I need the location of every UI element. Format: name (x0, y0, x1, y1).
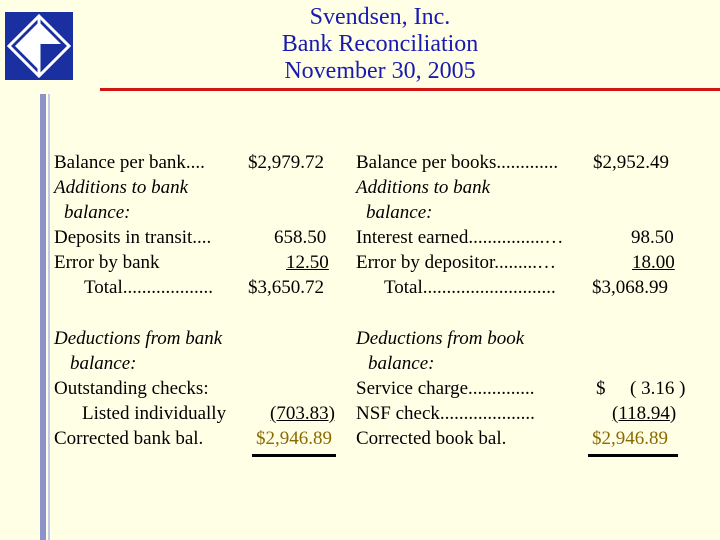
deposits-in-transit-value: 658.50 (274, 227, 327, 248)
listed-individually-amount: (703.83) (270, 403, 335, 424)
bank-additions-heading: Additions to bank (54, 177, 189, 198)
book-balance-value: $2,952.49 (593, 152, 669, 173)
header-divider (100, 88, 720, 91)
report-title: Bank Reconciliation (281, 31, 479, 57)
depositor-error-amount: 18.00 (632, 252, 675, 273)
bank-additions-heading-2: balance: (64, 202, 131, 223)
corrected-bank-label: Corrected bank bal. (54, 428, 204, 449)
book-deductions-heading-2: balance: (368, 353, 435, 374)
book-total-value: $3,068.99 (592, 277, 668, 298)
corrected-bank-value: $2,946.89 (256, 428, 332, 449)
bank-deductions-heading: Deductions from bank (54, 328, 223, 349)
service-charge-dollar: $ (596, 378, 606, 399)
bank-error-label: Error by bank (54, 252, 160, 273)
book-total-label: Total............................ (384, 277, 556, 298)
left-accent-bar (40, 94, 46, 540)
bank-balance-label: Balance per bank.... (54, 152, 205, 173)
book-double-underline (588, 454, 678, 457)
left-accent-bar-light (48, 94, 50, 540)
corrected-book-label: Corrected book bal. (356, 428, 507, 449)
book-additions-heading-2: balance: (366, 202, 433, 223)
corrected-book-value: $2,946.89 (592, 428, 668, 449)
bank-total-value: $3,650.72 (248, 277, 324, 298)
nsf-check-amount: (118.94 (612, 403, 670, 424)
nsf-check-value (594, 401, 676, 426)
interest-earned-label: Interest earned................… (356, 227, 564, 248)
interest-earned-value: 98.50 (631, 227, 674, 248)
report-date: November 30, 2005 (284, 58, 476, 84)
bank-deductions-heading-2: balance: (70, 353, 137, 374)
book-additions-heading: Additions to bank (356, 177, 491, 198)
depositor-error-value (594, 250, 675, 275)
book-deductions-heading: Deductions from book (356, 328, 525, 349)
outstanding-checks-label: Outstanding checks: (54, 378, 209, 399)
bank-balance-value: $2,979.72 (248, 152, 324, 173)
deposits-in-transit-label: Deposits in transit.... (54, 227, 212, 248)
listed-individually-label: Listed individually (82, 403, 227, 424)
service-charge-value: ( 3.16 ) (630, 378, 686, 399)
depositor-error-label: Error by depositor.........… (356, 252, 557, 273)
bank-error-amount: 12.50 (286, 252, 329, 273)
service-charge-label: Service charge.............. (356, 378, 535, 399)
nsf-check-label: NSF check.................... (356, 403, 535, 424)
bank-error-value (252, 250, 329, 275)
listed-individually-value (254, 401, 335, 426)
bank-total-label: Total................... (84, 277, 214, 298)
book-balance-label: Balance per books............. (356, 152, 559, 173)
nsf-check-paren: ) (669, 403, 677, 424)
company-name: Svendsen, Inc. (309, 4, 451, 30)
bank-double-underline (252, 454, 336, 457)
